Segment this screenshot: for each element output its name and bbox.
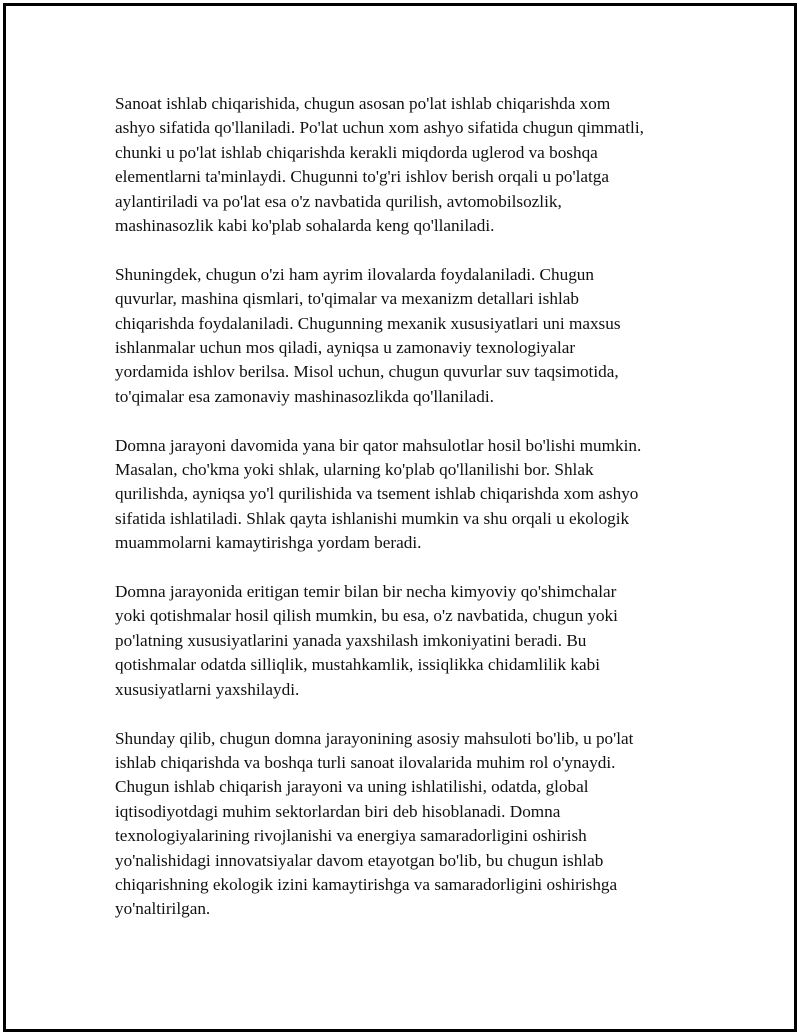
text-line: yordamida ishlov berilsa. Misol uchun, chugun quvurlar suv taqsimotida, xyxy=(115,362,619,382)
text-line: Chugun ishlab chiqarish jarayoni va uning ishlatilishi, odatda, global xyxy=(115,777,589,797)
text-line: Shunday qilib, chugun domna jarayonining asosiy mahsuloti bo'lib, u po'lat xyxy=(115,728,634,748)
text-line: yo'naltirilgan. xyxy=(115,899,211,919)
text-line: sifatida ishlatiladi. Shlak qayta ishlanishi mumkin va shu orqali u ekologik xyxy=(115,508,630,528)
text-line: elementlarni ta'minlaydi. Chugunni to'g'ri ishlov berish orqali u po'latga xyxy=(115,167,610,187)
text-line: Shuningdek, chugun o'zi ham ayrim ilovalarda foydalaniladi. Chugun xyxy=(115,264,594,284)
text-line: mashinasozlik kabi ko'plab sohalarda keng qo'llaniladi. xyxy=(115,216,495,236)
text-line: muammolarni kamaytirishga yordam beradi. xyxy=(115,533,422,553)
text-line: to'qimalar esa zamonaviy mashinasozlikda qo'llaniladi. xyxy=(115,386,494,406)
text-line: chiqarishning ekologik izini kamaytirishga va samaradorligini oshirishga xyxy=(115,874,618,894)
text-line: ishlanmalar uchun mos qiladi, ayniqsa u zamonaviy texnologiyalar xyxy=(115,338,576,358)
text-line: iqtisodiyotdagi muhim sektorlardan biri deb hisoblanadi. Domna xyxy=(115,801,561,821)
text-line: qurilishda, ayniqsa yo'l qurilishida va tsement ishlab chiqarishda xom ashyo xyxy=(115,484,639,504)
text-line: Domna jarayonida eritigan temir bilan bir necha kimyoviy qo'shimchalar xyxy=(115,582,617,602)
text-line: Masalan, cho'kma yoki shlak, ularning ko'plab qo'llanilishi bor. Shlak xyxy=(115,460,594,480)
text-line: po'latning xususiyatlarini yanada yaxshilash imkoniyatini beradi. Bu xyxy=(115,630,587,650)
text-line: qotishmalar odatda silliqlik, mustahkamlik, issiqlikka chidamlilik kabi xyxy=(115,655,601,675)
text-line: aylantiriladi va po'lat esa o'z navbatida qurilish, avtomobilsozlik, xyxy=(115,191,562,211)
text-line: yoki qotishmalar hosil qilish mumkin, bu esa, o'z navbatida, chugun yoki xyxy=(115,606,618,626)
paragraph-4 xyxy=(115,580,695,702)
text-line: chiqarishda foydalaniladi. Chugunning mexanik xususiyatlari uni maxsus xyxy=(115,313,621,333)
text-line: ishlab chiqarishda va boshqa turli sanoat ilovalarida muhim rol o'ynaydi. xyxy=(115,752,616,772)
paragraph-3 xyxy=(115,434,695,556)
text-line: yo'nalishidagi innovatsiyalar davom etayotgan bo'lib, bu chugun ishlab xyxy=(115,850,604,870)
text-line: ashyo sifatida qo'llaniladi. Po'lat uchun xom ashyo sifatida chugun qimmatli, xyxy=(115,118,644,138)
paragraph-1 xyxy=(115,92,695,238)
document-body xyxy=(115,92,695,946)
text-line: quvurlar, mashina qismlari, to'qimalar va mexanizm detallari ishlab xyxy=(115,289,579,309)
text-line: Sanoat ishlab chiqarishida, chugun asosan po'lat ishlab chiqarishda xom xyxy=(115,94,611,113)
text-line: texnologiyalarining rivojlanishi va energiya samaradorligini oshirish xyxy=(115,826,587,846)
paragraph-5 xyxy=(115,727,695,922)
text-line: xususiyatlarni yaxshilaydi. xyxy=(115,679,300,699)
text-line: Domna jarayoni davomida yana bir qator mahsulotlar hosil bo'lishi mumkin. xyxy=(115,435,642,455)
text-line: chunki u po'lat ishlab chiqarishda kerakli miqdorda uglerod va boshqa xyxy=(115,142,598,162)
paragraph-2 xyxy=(115,263,695,409)
